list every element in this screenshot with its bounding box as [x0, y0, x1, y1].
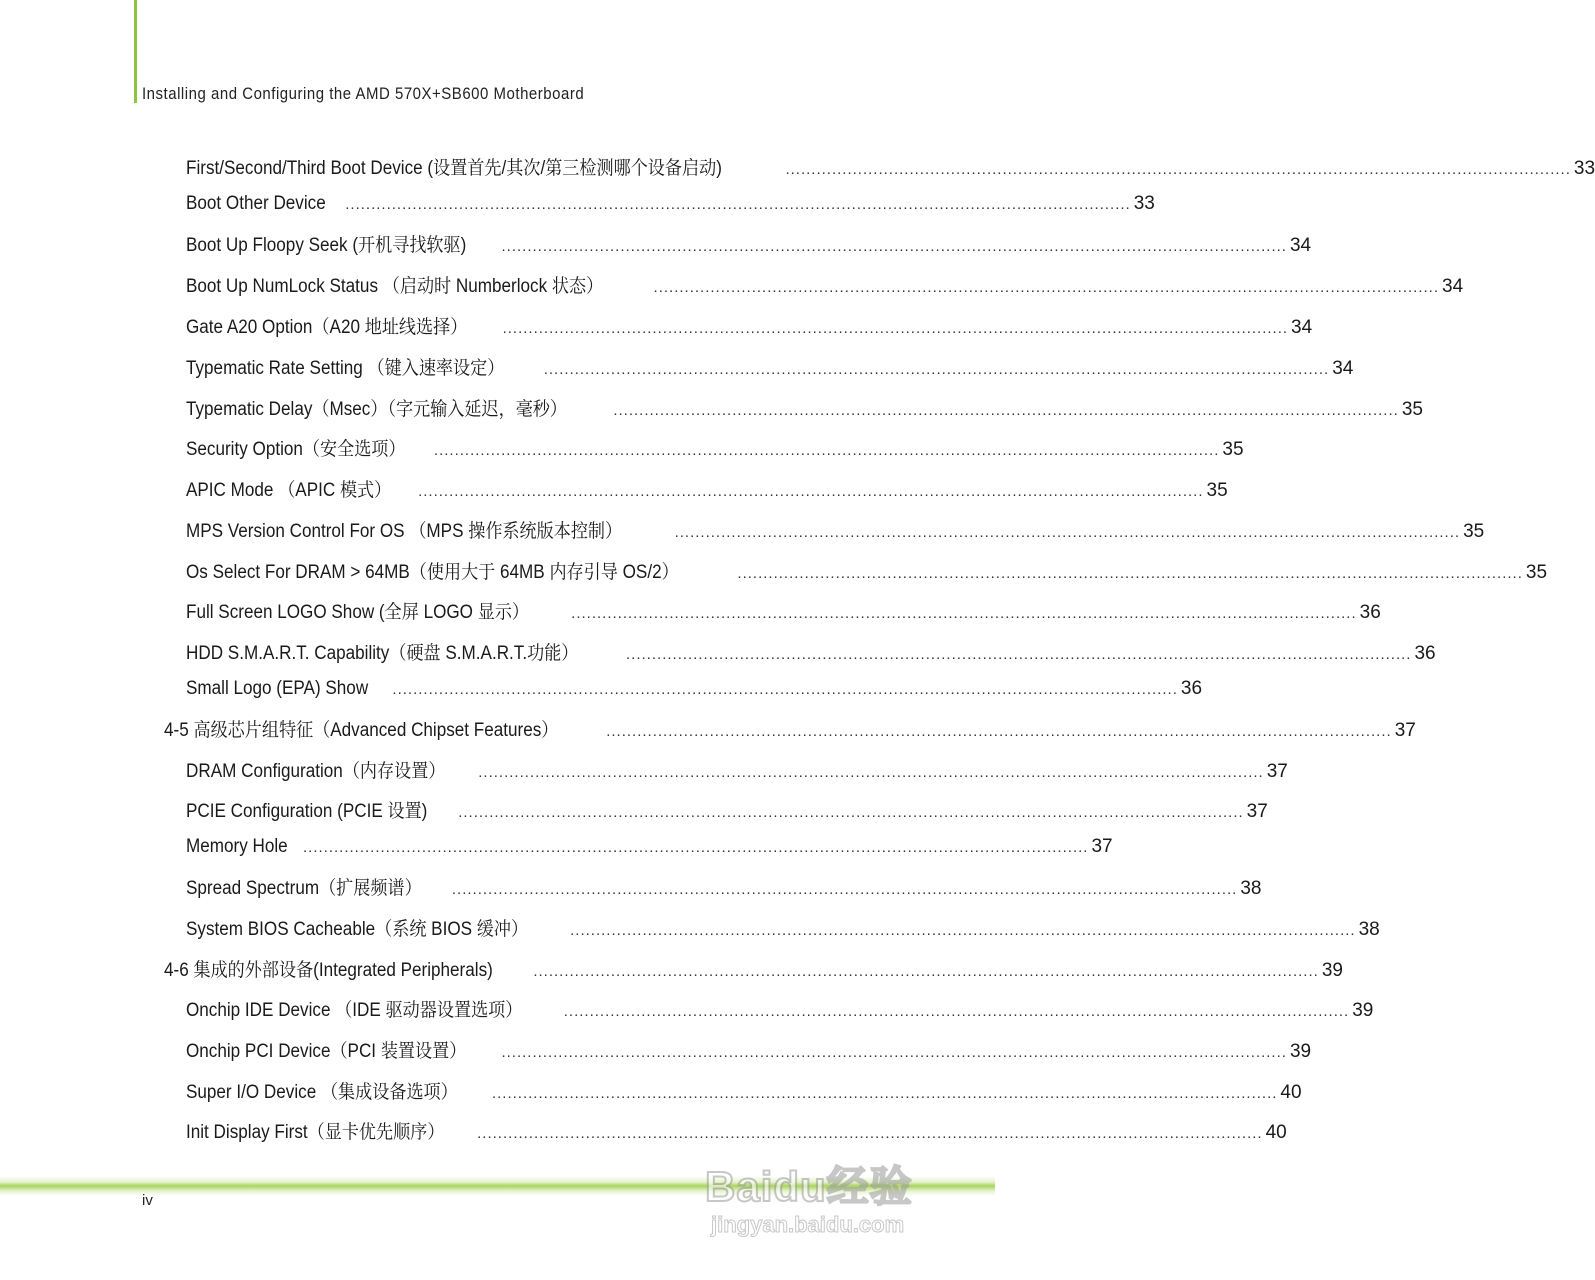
toc-entry-page: 33	[1133, 193, 1155, 214]
toc-entry-page: 34	[1332, 358, 1354, 379]
toc-leader-dots: ........................................................................................................................................................	[653, 279, 1439, 296]
toc-entry-label: Spread Spectrum（扩展频谱）	[186, 878, 422, 899]
toc-entry-label: Boot Up Floopy Seek (开机寻找软驱)	[186, 235, 467, 256]
toc-entry[interactable]	[186, 756, 1288, 782]
toc-entry-page: 36	[1359, 602, 1381, 623]
toc-entry-page: 35	[1222, 439, 1244, 460]
toc-leader-dots: ........................................................................................................................................................	[458, 804, 1244, 821]
toc-entry-label: MPS Version Control For OS （MPS 操作系统版本控制）	[186, 521, 623, 542]
toc-leader-dots: ........................................................................................................................................................	[502, 320, 1289, 337]
toc-entry-page: 40	[1265, 1122, 1287, 1143]
toc-leader-dots: ........................................................................................................................................................	[570, 922, 1356, 939]
toc-entry-page: 35	[1463, 521, 1485, 542]
toc-entry[interactable]	[186, 1036, 1312, 1062]
toc-entry-label: First/Second/Third Boot Device (设置首先/其次/第三检测哪个设备启动)	[186, 158, 722, 179]
toc-entry-page: 34	[1291, 317, 1313, 338]
toc-leader-dots: ........................................................................................................................................................	[418, 483, 1204, 500]
toc-entry-page: 37	[1394, 720, 1416, 741]
toc-section-entry[interactable]	[164, 955, 1343, 981]
toc-entry-label: Memory Hole	[186, 836, 288, 857]
toc-entry[interactable]	[186, 678, 1203, 704]
toc-leader-dots: ........................................................................................................................................................	[501, 238, 1287, 255]
toc-entry-label: System BIOS Cacheable（系统 BIOS 缓冲）	[186, 919, 529, 940]
toc-entry-page: 39	[1352, 1000, 1374, 1021]
toc-entry-page: 37	[1246, 801, 1268, 822]
toc-leader-dots: ........................................................................................................................................................	[613, 402, 1399, 419]
toc-entry-label: APIC Mode （APIC 模式）	[186, 480, 392, 501]
toc-leader-dots: ........................................................................................................................................................	[433, 442, 1220, 459]
toc-entry[interactable]	[186, 193, 1155, 219]
toc-leader-dots: ........................................................................................................................................................	[501, 1044, 1287, 1061]
toc-leader-dots: ........................................................................................................................................................	[626, 646, 1412, 663]
toc-entry-page: 34	[1289, 235, 1312, 256]
toc-entry-label: PCIE Configuration (PCIE 设置)	[186, 801, 428, 822]
page-number: iv	[142, 1192, 153, 1209]
toc-entry-label: Boot Up NumLock Status （启动时 Numberlock 状态）	[186, 276, 604, 297]
header-accent-line	[134, 0, 137, 103]
toc-leader-dots: ........................................................................................................................................................	[392, 681, 1178, 698]
toc-entry[interactable]	[186, 638, 1436, 664]
toc-entry[interactable]	[186, 557, 1548, 583]
toc-entry-label: Typematic Rate Setting （键入速率设定）	[186, 358, 505, 379]
toc-entry-page: 39	[1321, 960, 1343, 981]
toc-leader-dots: ........................................................................................................................................................	[477, 1125, 1263, 1142]
toc-entry-page: 35	[1401, 399, 1423, 420]
toc-leader-dots: ........................................................................................................................................................	[737, 565, 1523, 582]
toc-entry[interactable]	[186, 796, 1268, 822]
toc-entry[interactable]	[186, 230, 1312, 256]
toc-entry[interactable]	[186, 271, 1464, 297]
toc-entry-label: Onchip IDE Device （IDE 驱动器设置选项）	[186, 1000, 523, 1021]
toc-entry-page: 40	[1280, 1082, 1302, 1103]
toc-leader-dots: ........................................................................................................................................................	[785, 161, 1571, 178]
toc-entry-label: Full Screen LOGO Show (全屏 LOGO 显示）	[186, 602, 530, 623]
toc-entry[interactable]	[186, 153, 1595, 179]
toc-entry-page: 34	[1442, 276, 1464, 297]
toc-entry[interactable]	[186, 597, 1381, 623]
watermark-site: jingyan.baidu.com	[711, 1212, 905, 1237]
running-header: Installing and Configuring the AMD 570X+SB600 Motherboard	[142, 84, 585, 103]
toc-entry-label: Security Option（安全选项）	[186, 439, 406, 460]
toc-leader-dots: ........................................................................................................................................................	[451, 881, 1238, 898]
toc-entry[interactable]	[186, 1117, 1287, 1143]
toc-leader-dots: ........................................................................................................................................................	[345, 196, 1131, 213]
toc-entry-label: Gate A20 Option（A20 地址线选择）	[186, 317, 468, 338]
toc-leader-dots: ........................................................................................................................................................	[302, 839, 1089, 856]
toc-entry-label: Small Logo (EPA) Show	[186, 678, 369, 699]
toc-entry-page: 33	[1573, 158, 1595, 179]
toc-entry-label: 4-5 高级芯片组特征（Advanced Chipset Features）	[164, 720, 559, 741]
toc-entry[interactable]	[186, 914, 1380, 940]
toc-entry-page: 39	[1289, 1041, 1312, 1062]
toc-entry[interactable]	[186, 394, 1423, 420]
toc-entry-label: Super I/O Device （集成设备选项）	[186, 1082, 458, 1103]
toc-leader-dots: ........................................................................................................................................................	[491, 1085, 1278, 1102]
toc-leader-dots: ........................................................................................................................................................	[478, 764, 1264, 781]
baidu-watermark	[705, 1150, 940, 1260]
toc-leader-dots: ........................................................................................................................................................	[674, 524, 1461, 541]
toc-entry[interactable]	[186, 353, 1354, 379]
toc-entry-label: Typematic Delay（Msec）（字元输入延迟，毫秒）	[186, 399, 568, 420]
toc-entry[interactable]	[186, 836, 1113, 862]
toc-entry[interactable]	[186, 516, 1485, 542]
toc-leader-dots: ........................................................................................................................................................	[533, 963, 1319, 980]
toc-entry[interactable]	[186, 475, 1228, 501]
toc-entry-page: 38	[1358, 919, 1380, 940]
toc-entry-page: 35	[1206, 480, 1228, 501]
toc-entry[interactable]	[186, 995, 1374, 1021]
toc-leader-dots: ........................................................................................................................................................	[543, 361, 1330, 378]
watermark-brand: Baidu经验	[705, 1163, 913, 1210]
toc-entry-label: Onchip PCI Device（PCI 装置设置）	[186, 1041, 467, 1062]
toc-entry-label: 4-6 集成的外部设备(Integrated Peripherals)	[164, 960, 493, 981]
toc-leader-dots: ........................................................................................................................................................	[571, 605, 1357, 622]
toc-entry-label: Init Display First（显卡优先顺序）	[186, 1122, 445, 1143]
toc-entry-label: DRAM Configuration（内存设置）	[186, 761, 446, 782]
toc-entry-label: Boot Other Device	[186, 193, 326, 214]
toc-entry[interactable]	[186, 434, 1244, 460]
toc-entry-page: 37	[1091, 836, 1113, 857]
toc-entry-page: 37	[1266, 761, 1288, 782]
toc-entry[interactable]	[186, 312, 1313, 338]
toc-entry-page: 35	[1525, 562, 1548, 583]
toc-entry-label: HDD S.M.A.R.T. Capability（硬盘 S.M.A.R.T.功能）	[186, 643, 579, 664]
toc-entry[interactable]	[186, 1077, 1302, 1103]
toc-entry[interactable]	[186, 873, 1262, 899]
toc-entry-page: 36	[1414, 643, 1436, 664]
toc-entry-page: 38	[1240, 878, 1262, 899]
toc-entry-label: Os Select For DRAM > 64MB（使用大于 64MB 内存引导 OS/2）	[186, 562, 679, 583]
toc-leader-dots: ........................................................................................................................................................	[606, 723, 1392, 740]
toc-section-entry[interactable]	[164, 715, 1416, 741]
toc-entry-page: 36	[1180, 678, 1203, 699]
toc-leader-dots: ........................................................................................................................................................	[563, 1003, 1350, 1020]
